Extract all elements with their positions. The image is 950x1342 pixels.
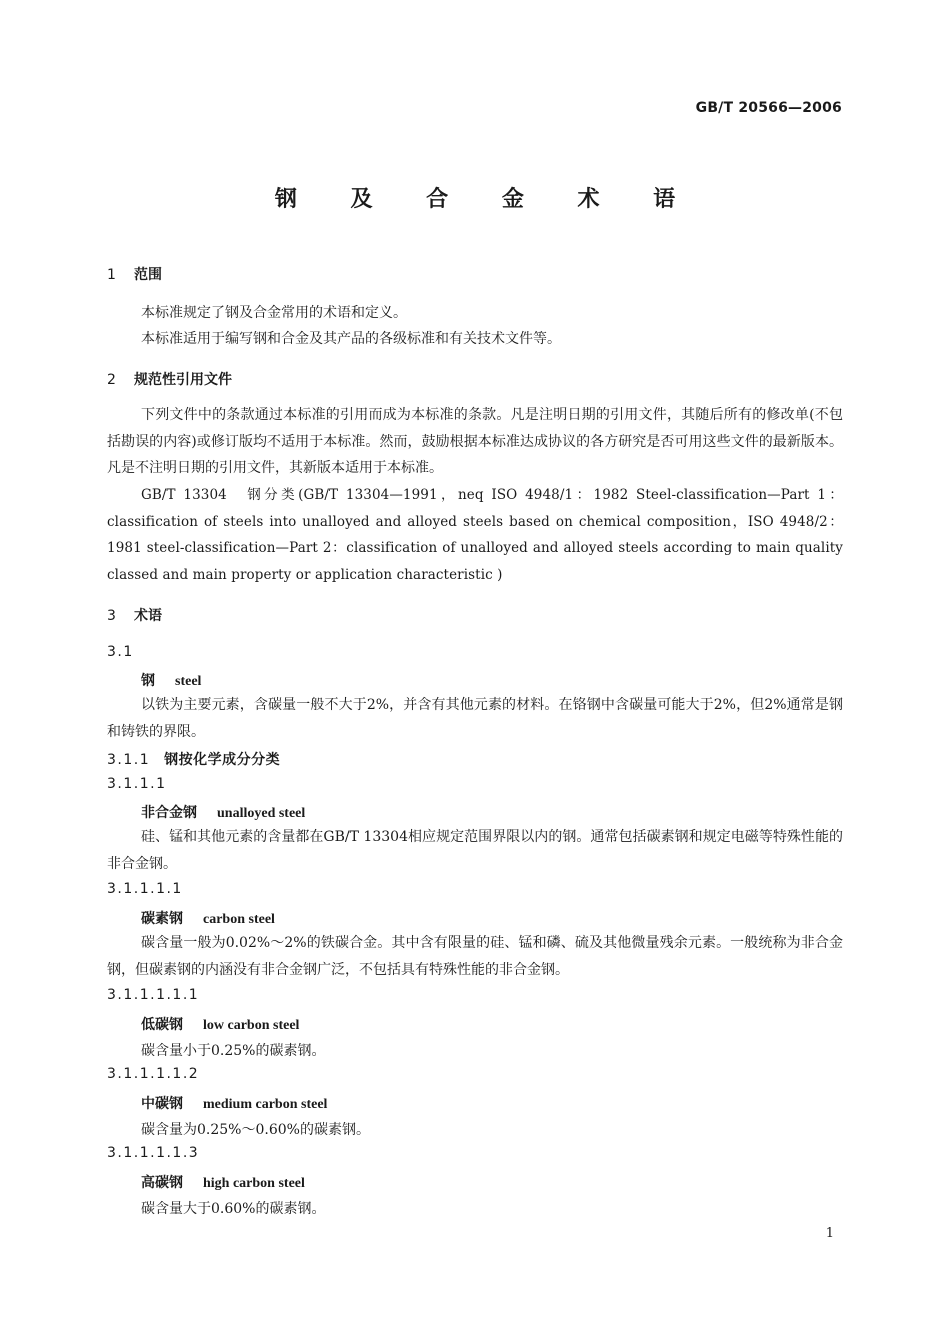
normative-reference: GB/T 13304 钢分类(GB/T 13304—1991，neq ISO 4948/1：1982 Steel-classification—Part 1：classification of steels into unalloyed and alloyed steels based on chemical composition，ISO 4948/2：1981 steel-classification—Part 2：classification of unalloyed and alloyed steels according to main quality classed and main property or application characteristic ) — [107, 487, 843, 583]
section-2-heading — [107, 369, 232, 389]
definition: 碳含量小于0.25%的碳素钢。 — [141, 1043, 326, 1059]
clause-number: 3.1.1.1.1 — [107, 881, 183, 897]
term-heading — [141, 908, 275, 928]
paragraph: 本标准规定了钢及合金常用的术语和定义。 — [141, 305, 407, 321]
section-title: 范围 — [134, 267, 162, 283]
paragraph: 下列文件中的条款通过本标准的引用而成为本标准的条款。凡是注明日期的引用文件，其随后所有的修改单(不包括勘误的内容)或修订版均不适用于本标准。然而，鼓励根据本标准达成协议的各方研究是否可用这些文件的最新版本。凡是不注明日期的引用文件，其新版本适用于本标准。 — [107, 407, 843, 476]
page-number: 1 — [825, 1226, 834, 1241]
definition: 碳含量大于0.60%的碳素钢。 — [141, 1201, 326, 1217]
term-en: steel — [175, 674, 202, 689]
standard-code: GB/T 20566—2006 — [695, 100, 842, 116]
definition: 硅、锰和其他元素的含量都在GB/T 13304相应规定范围界限以内的钢。通常包括碳素钢和规定电磁等特殊性能的非合金钢。 — [107, 829, 843, 872]
term-heading — [141, 1093, 327, 1113]
term-zh: 非合金钢 — [141, 805, 197, 821]
section-number: 2 — [107, 372, 116, 388]
section-title: 术语 — [134, 608, 162, 624]
term-heading — [141, 1014, 299, 1034]
term-en: carbon steel — [203, 912, 275, 927]
term-zh: 碳素钢 — [141, 911, 183, 927]
section-1-heading — [107, 264, 162, 284]
clause-number: 3.1.1.1.1.2 — [107, 1066, 200, 1082]
definition: 碳含量一般为0.02%～2%的铁碳合金。其中含有限量的硅、锰和磷、硫及其他微量残余元素。一般统称为非合金钢，但碳素钢的内涵没有非合金钢广泛，不包括具有特殊性能的非合金钢。 — [107, 935, 843, 978]
term-en: low carbon steel — [203, 1018, 300, 1033]
term-zh: 低碳钢 — [141, 1017, 183, 1033]
section-title: 规范性引用文件 — [134, 372, 232, 388]
term-zh: 中碳钢 — [141, 1096, 183, 1112]
clause-number: 3.1.1.1.1.1 — [107, 987, 200, 1003]
clause-number: 3.1.1.1.1.3 — [107, 1145, 200, 1161]
term-heading — [141, 670, 201, 690]
clause-number: 3.1.1 — [107, 752, 151, 768]
document-title: 钢 及 合 金 术 语 — [274, 187, 699, 212]
term-zh: 高碳钢 — [141, 1175, 183, 1191]
term-heading — [141, 1172, 305, 1192]
section-number: 1 — [107, 267, 116, 283]
term-zh: 钢 — [141, 673, 155, 689]
clause-number: 3.1 — [107, 644, 134, 660]
clause-title: 钢按化学成分分类 — [164, 752, 281, 768]
definition: 碳含量为0.25%～0.60%的碳素钢。 — [141, 1122, 370, 1138]
subclause-heading — [107, 749, 280, 769]
section-3-heading — [107, 605, 162, 625]
section-number: 3 — [107, 608, 116, 624]
paragraph: 本标准适用于编写钢和合金及其产品的各级标准和有关技术文件等。 — [141, 331, 561, 347]
term-en: unalloyed steel — [217, 806, 306, 821]
definition: 以铁为主要元素，含碳量一般不大于2%，并含有其他元素的材料。在铬钢中含碳量可能大于2%，但2%通常是钢和铸铁的界限。 — [107, 697, 843, 740]
term-en: high carbon steel — [203, 1176, 305, 1191]
clause-number: 3.1.1.1 — [107, 776, 167, 792]
term-heading — [141, 802, 305, 822]
term-en: medium carbon steel — [203, 1097, 328, 1112]
